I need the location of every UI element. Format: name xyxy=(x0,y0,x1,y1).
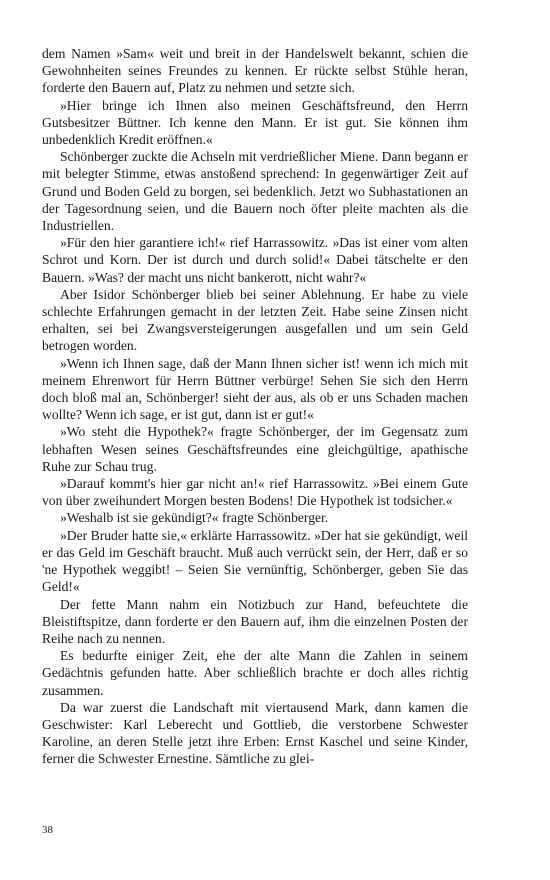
paragraph-13: Da war zuerst die Landschaft mit viertausend Mark, dann kamen die Geschwister: Karl Leberecht und Gottlieb, die verstorbene Schwester Karoline, an deren Stelle jetzt ihre Erben: Ernst Kaschel und seine Kinder, ferner die Schwester Ernestine. Sämtliche zu glei- xyxy=(42,699,468,767)
paragraph-5: Aber Isidor Schönberger blieb bei seiner Ablehnung. Er habe zu viele schlechte Erfahrungen gemacht in der letzten Zeit. Habe seine Zinsen nicht erhalten, sei bei Zwangsversteigerungen ausgefallen und um sein Geld betrogen worden. xyxy=(42,286,468,354)
paragraph-7: »Wo steht die Hypothek?« fragte Schönberger, der im Gegensatz zum lebhaften Wesen seines Geschäftsfreundes eine gleichgültige, apathische Ruhe zur Schau trug. xyxy=(42,424,468,474)
paragraph-11: Der fette Mann nahm ein Notizbuch zur Hand, befeuchtete die Bleistiftspitze, dann forderte er den Bauern auf, ihm die einzelnen Posten der Reihe nach zu nennen. xyxy=(42,596,468,646)
paragraph-1: dem Namen »Sam« weit und breit in der Handelswelt bekannt, schien die Gewohnheiten seines Freundes zu kennen. Er rückte selbst Stühle heran, forderte den Bauern auf, Platz zu nehmen und setzte sich. xyxy=(42,46,468,96)
paragraph-8: »Darauf kommt's hier gar nicht an!« rief Harrassowitz. »Bei einem Gute von über zweihundert Morgen besten Bodens! Die Hypothek ist todsicher.« xyxy=(42,476,468,509)
paragraph-10: »Der Bruder hatte sie,« erklärte Harrassowitz. »Der hat sie gekündigt, weil er das Geld im Geschäft braucht. Muß auch verrückt sein, der Herr, daß er so 'ne Hypothek weggibt! – Seien Sie vernünftig, Schönberger, geben Sie das Geld!« xyxy=(42,527,468,595)
paragraph-6: »Wenn ich Ihnen sage, daß der Mann Ihnen sicher ist! wenn ich mich mit meinem Ehrenwort für Herrn Büttner verbürge! Sehen Sie sich den Herrn doch bloß mal an, Schönberger! sieht der aus, als ob er uns Schaden machen wollte? Wenn ich sage, er ist gut, dann ist er gut!« xyxy=(42,355,468,423)
paragraph-4: »Für den hier garantiere ich!« rief Harrassowitz. »Das ist einer vom alten Schrot und Korn. Der ist durch und durch solid!« Dabei tätschelte er den Bauern. »Was? der macht uns nicht bankerott, nicht wahr?« xyxy=(42,235,468,285)
paragraph-9: »Weshalb ist sie gekündigt?« fragte Schönberger. xyxy=(60,510,329,526)
paragraph-3: Schönberger zuckte die Achseln mit verdrießlicher Miene. Dann begann er mit belegter Stimme, etwas anstoßend sprechend: In gegenwärtiger Zeit auf Grund und Boden Geld zu borgen, sei bedenklich. Jetzt wo Subhastationen an der Tagesordnung seien, und die Bauern noch öfter pleite machten als die Industriellen. xyxy=(42,149,468,234)
book-page-text xyxy=(42,45,468,768)
paragraph-12: Es bedurfte einiger Zeit, ehe der alte Mann die Zahlen in seinem Gedächtnis gefunden hatte. Aber schließlich brachte er doch alles richtig zusammen. xyxy=(42,648,468,698)
paragraph-2: »Hier bringe ich Ihnen also meinen Geschäftsfreund, den Herrn Gutsbesitzer Büttner. Ich kenne den Mann. Er ist gut. Sie können ihm unbedenklich Kredit eröffnen.« xyxy=(42,97,468,148)
page-number: 38 xyxy=(42,824,53,836)
